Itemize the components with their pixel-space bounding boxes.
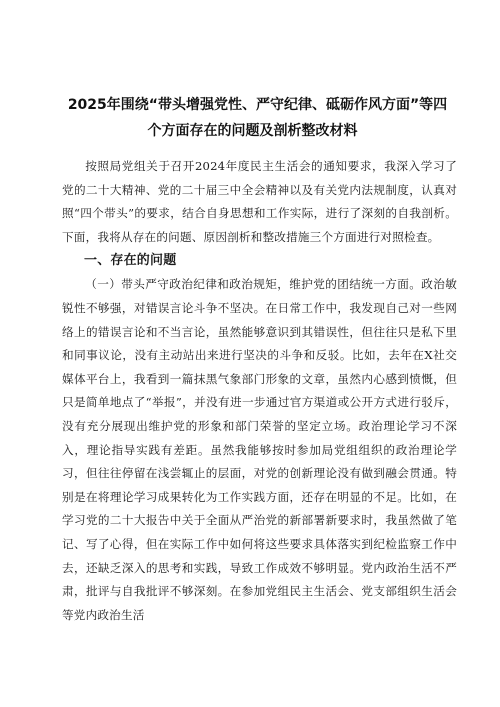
document-title: [60, 92, 455, 144]
intro-paragraph: 按照局党组关于召开2024年度民主生活会的通知要求，我深入学习了党的二十大精神、党的二十届三中全会精神以及有关党内法规制度，认真对照“四个带头”的要求，结合自身思想和工作实际，进行了深刻的自我剖析。下面，我将从存在的问题、原因剖析和整改措施三个方面进行对照检查。: [62, 159, 457, 244]
section-paragraph-political-discipline: （一）带头严守政治纪律和政治规矩，维护党的团结统一方面。政治敏锐性不够强，对错误言论斗争不坚决。在日常工作中，我发现自己对一些网络上的错误言论和不当言论，虽然能够意识到其错误性，但往往只是私下里和同事议论，没有主动站出来进行坚决的斗争和反驳。比如，去年在X社交媒体平台上，我看到一篇抹黑气象部门形象的文章，虽然内心感到愤慨，但只是简单地点了“举报”，并没有进一步通过官方渠道或公开方式进行驳斥，没有充分展现出维护党的形象和部门荣誉的坚定立场。政治理论学习不深入，理论指导实践有差距。虽然我能够按时参加局党组组织的政治理论学习，但往往停留在浅尝辄止的层面，对党的创新理论没有做到融会贯通。特别是在将理论学习成果转化为工作实践方面，还存在明显的不足。比如，在学习党的二十大报告中关于全面从严治党的新部署新要求时，我虽然做了笔记、写了心得，但在实际工作中如何将这些要求具体落实到纪检监察工作中去，还缺乏深入的思考和实践，导致工作成效不够明显。党内政治生活不严肃，批评与自我批评不够深刻。在参加党组民主生活会、党支部组织生活会等党内政治生活: [62, 277, 457, 622]
document-body: [62, 155, 457, 627]
title-line-1: 2025年围绕“带头增强党性、严守纪律、砥砺作风方面”等四: [67, 97, 448, 113]
section-heading-problems: 一、存在的问题: [84, 253, 177, 269]
title-line-2: 个方面存在的问题及剖析整改材料: [147, 123, 358, 139]
